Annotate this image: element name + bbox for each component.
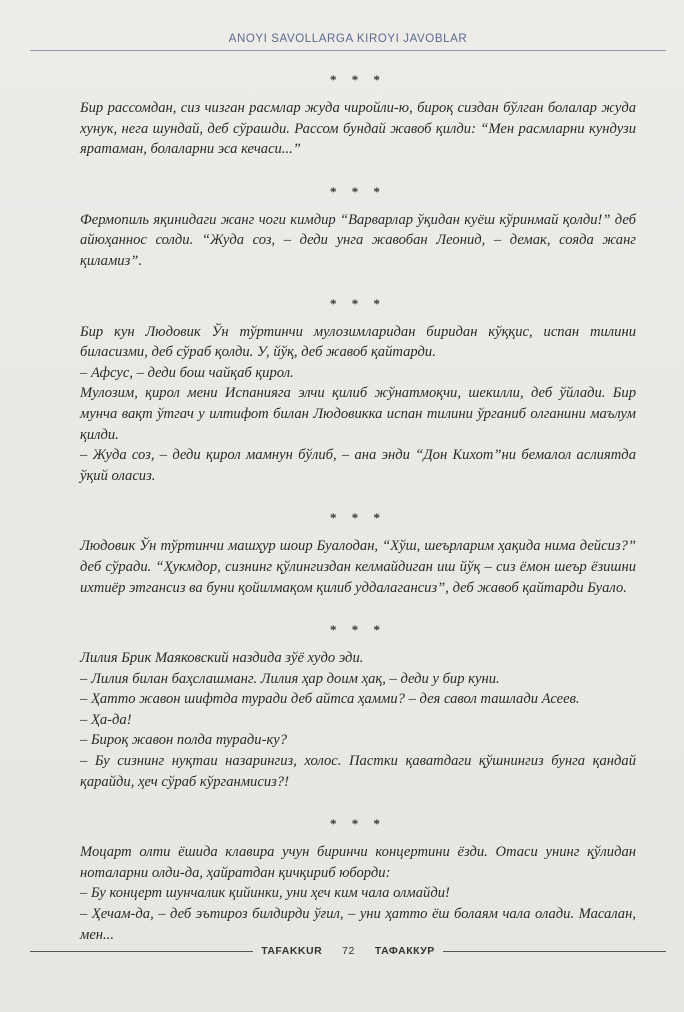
section-separator: * * * bbox=[330, 510, 386, 526]
anecdote bbox=[80, 98, 636, 160]
section-separator: * * * bbox=[330, 622, 386, 638]
anecdote-paragraph: – Афсус, – деди бош чайқаб қирол. bbox=[80, 364, 294, 381]
anecdote-paragraph: – Бироқ жавон полда туради-ку? bbox=[80, 732, 288, 749]
anecdote bbox=[80, 210, 636, 272]
anecdote-paragraph: – Ҳа-да! bbox=[80, 711, 132, 728]
section-separator: * * * bbox=[330, 72, 386, 87]
footer-rule-left bbox=[30, 951, 253, 952]
section-separator: * * * bbox=[330, 816, 386, 832]
page-number: 72 bbox=[342, 945, 355, 957]
anecdote bbox=[80, 536, 636, 598]
section-separator: * * * bbox=[330, 183, 386, 199]
footer-magazine-latin: TAFAKKUR bbox=[261, 945, 323, 957]
anecdote-paragraph: – Бу концерт шунчалик қийинки, уни ҳеч ким чала олмайди! bbox=[80, 885, 450, 902]
anecdote-paragraph: Бир кун Людовик Ўн тўртинчи мулозимларидан биридан кўққис, испан тилини биласизми, деб сўраб қолди. У, йўқ, деб жавоб қайтарди. bbox=[80, 323, 636, 361]
anecdote bbox=[80, 842, 636, 945]
anecdote-paragraph: Лилия Брик Маяковский наздида зўё худо эди. bbox=[80, 650, 364, 667]
anecdote-paragraph: Фермопиль яқинидаги жанг чоги кимдир “Варварлар ўқидан куёш кўринмай қолди!” деб айюҳаннос солди. “Жуда соз, – деди унга жавобан Леонид, – демак, сояда жанг қиламиз”. bbox=[80, 211, 636, 269]
page-footer bbox=[30, 944, 666, 958]
running-header: ANOYI SAVOLLARGA KIROYI JAVOBLAR bbox=[228, 33, 468, 45]
anecdote-paragraph: – Жуда соз, – деди қирол мамнун бўлиб, – ана энди “Дон Кихот”ни бемалол аслиятда ўқий оласиз. bbox=[80, 447, 636, 484]
anecdote-paragraph: – Бу сизнинг нуқтаи назарингиз, холос. Пастки қаватдаги қўшнингиз бунга қандай қарайди, ҳеч сўраб кўрганмисиз?! bbox=[80, 753, 636, 790]
header-rule bbox=[30, 50, 666, 51]
anecdote-paragraph: Мулозим, қирол мени Испанияга элчи қилиб жўнатмоқчи, шекилли, деб ўйлади. Бир мунча вақт ўтгач у илтифот билан Людовикка испан тилини ўрганиб олганини маълум қилди. bbox=[80, 385, 636, 443]
page-content bbox=[80, 70, 636, 945]
anecdote bbox=[80, 648, 636, 792]
anecdote-paragraph: – Ҳечам-да, – деб эътироз билдирди ўғил, – уни ҳатто ёш болаям чала олади. Масалан, мен... bbox=[80, 906, 636, 943]
anecdote-paragraph: Людовик Ўн тўртинчи машҳур шоир Буалодан, “Хўш, шеърларим ҳақида нима дейсиз?” деб сўради. “Ҳукмдор, сизнинг қўлингиздан келмайдиган иш йўқ – сиз ёмон шеър ёзишни ихтиёр этгансиз ва буни қойилмақом қилиб уддалагансиз”, деб жавоб қайтарди Буало. bbox=[80, 538, 636, 596]
section-separator: * * * bbox=[330, 295, 386, 311]
anecdote bbox=[80, 322, 636, 487]
footer-rule-right bbox=[443, 951, 666, 952]
anecdote-paragraph: – Ҳатто жавон шифтда туради деб айтса ҳамми? – дея савол ташлади Асеев. bbox=[80, 691, 580, 708]
anecdote-paragraph: – Лилия билан баҳслашманг. Лилия ҳар доим ҳақ, – деди у бир куни. bbox=[80, 670, 500, 687]
anecdote-paragraph: Бир рассомдан, сиз чизган расмлар жуда чиройли-ю, бироқ сиздан бўлган болалар жуда хунук, нега шундай, деб сўрашди. Рассом бундай жавоб қилди: “Мен расмларни кундузи яратаман, болаларни эса кечаси...” bbox=[80, 100, 636, 158]
footer-magazine-cyrillic: ТАФАККУР bbox=[374, 945, 435, 957]
anecdote-paragraph: Моцарт олти ёшида клавира учун биринчи концертини ёзди. Отаси унинг қўлидан ноталарни олди-да, ҳайратдан қичқириб юборди: bbox=[80, 844, 636, 881]
